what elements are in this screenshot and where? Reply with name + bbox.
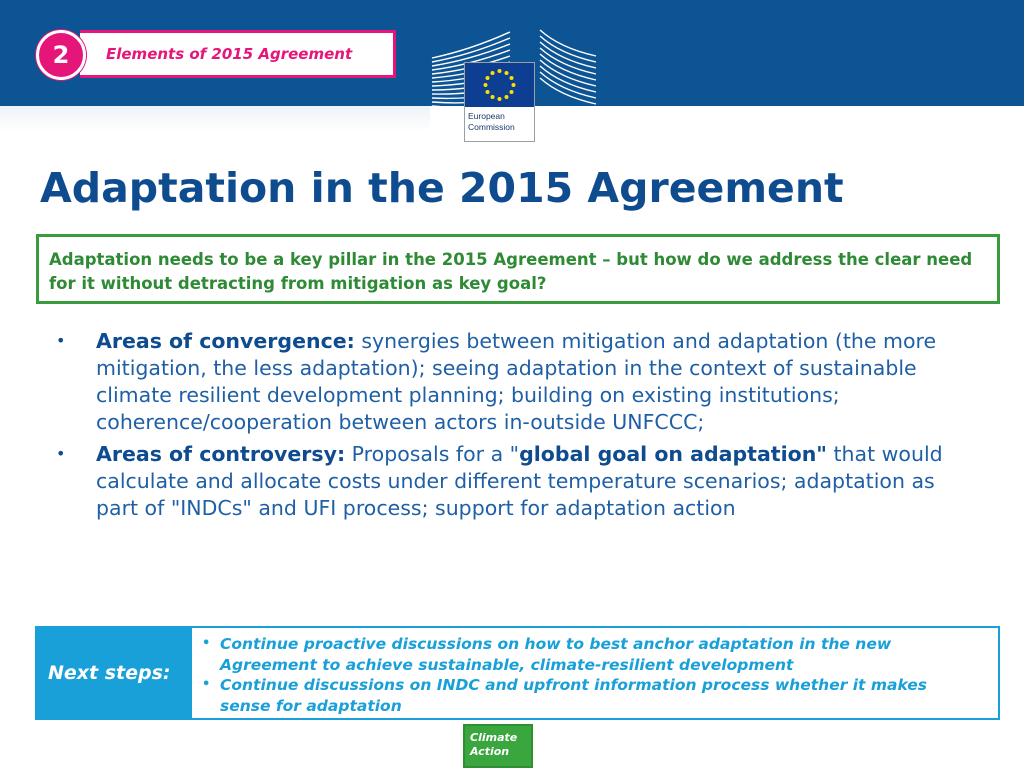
bullet-dot-icon: • xyxy=(202,677,211,692)
bullet-text-after: that would calculate and allocate costs under different temperature scenarios; adaptation as part of "INDCs" and UFI process; support for adaptation action xyxy=(96,442,943,520)
page-title: Adaptation in the 2015 Agreement xyxy=(40,164,844,212)
header-fade xyxy=(0,106,430,132)
bullet-convergence xyxy=(56,328,956,436)
next-steps-label-cell xyxy=(37,628,192,718)
european-commission-logo xyxy=(464,62,535,142)
next-step-item: • Continue discussions on INDC and upfront information process whether it makes sense for adaptation xyxy=(202,676,927,715)
bullet-dot-icon: • xyxy=(56,444,66,463)
next-step-item: • Continue proactive discussions on how to best anchor adaptation in the new Agreement to achieve sustainable, climate-resilient development xyxy=(202,635,892,674)
bullet-lead: Areas of convergence: xyxy=(96,329,355,353)
bullet-dot-icon: • xyxy=(202,636,211,651)
logo-text-line1: European xyxy=(468,111,505,121)
eu-flag-icon xyxy=(465,63,534,107)
key-question-box xyxy=(36,234,1000,304)
bullet-text-before: Proposals for a " xyxy=(345,442,520,466)
key-question-text: Adaptation needs to be a key pillar in the 2015 Agreement – but how do we address the clear need for it without detracting from mitigation as key goal? xyxy=(49,250,973,293)
bullet-controversy xyxy=(56,441,956,522)
climate-action-badge xyxy=(463,724,533,768)
next-steps-label: Next steps: xyxy=(48,662,171,684)
next-steps-list xyxy=(192,628,988,718)
bullet-list xyxy=(56,328,956,527)
bullet-text: synergies between mitigation and adaptation (the more mitigation, the less adaptation); seeing adaptation in the context of sustainable climate resilient development planning; building on existing institutions; coherence/cooperation between actors in-outside UNFCCC; xyxy=(96,329,937,434)
section-tab xyxy=(80,30,396,78)
section-number-badge: 2 xyxy=(36,30,86,80)
bullet-dot-icon: • xyxy=(56,331,66,350)
footer-line1: Climate xyxy=(470,731,518,744)
section-label: Elements of 2015 Agreement xyxy=(106,45,353,63)
footer-line2: Action xyxy=(470,745,510,758)
bullet-emphasis: global goal on adaptation" xyxy=(519,442,827,466)
bullet-lead: Areas of controversy: xyxy=(96,442,346,466)
logo-text-line2: Commission xyxy=(468,122,515,132)
next-steps-box xyxy=(35,626,1000,720)
